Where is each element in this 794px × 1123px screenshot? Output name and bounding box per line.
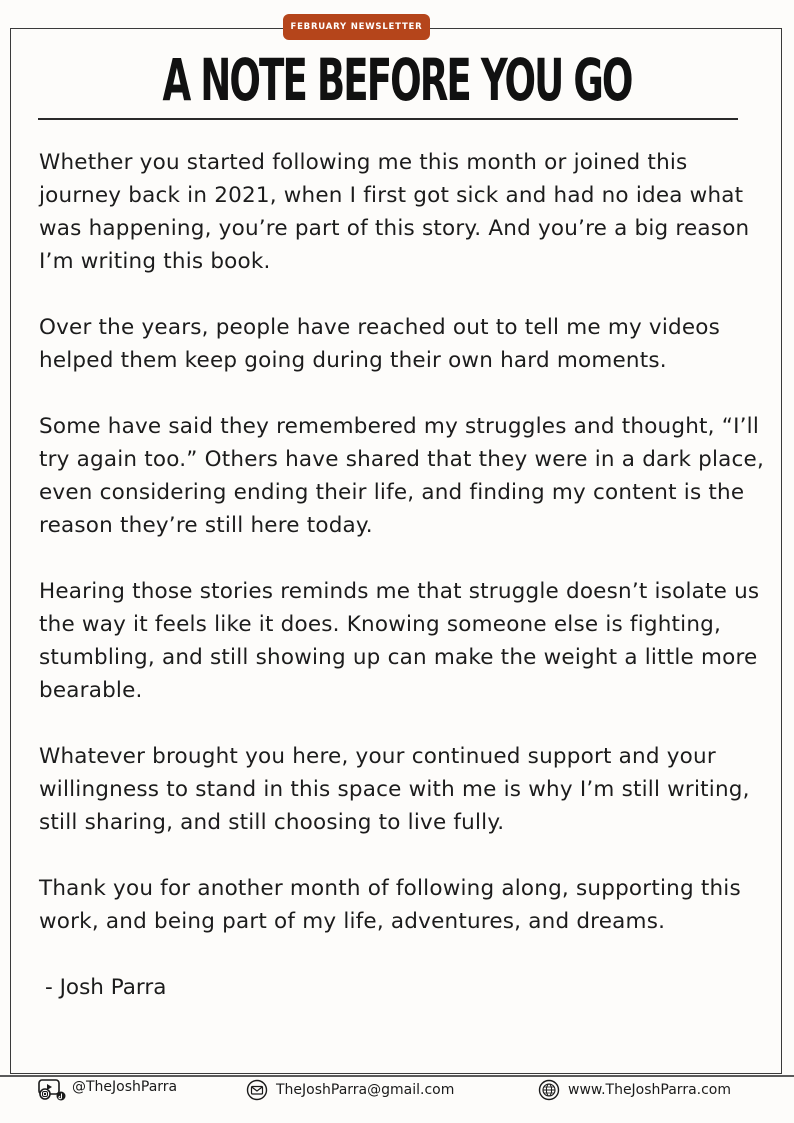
social-icons: [38, 1078, 68, 1102]
footer-email[interactable]: [246, 1078, 454, 1102]
paragraph: Whether you started following me this month or joined this journey back in 2021, when I first got sick and had no idea what was happening, you’re part of this story. And you’re a big reason I’m writing this book.: [39, 150, 750, 274]
social-handle: @TheJoshParra: [72, 1079, 178, 1095]
footer-divider: [0, 1075, 794, 1077]
newsletter-badge: FEBRUARY NEWSLETTER: [283, 14, 430, 40]
paragraph: Over the years, people have reached out to tell me my videos helped them keep going during their own hard moments.: [39, 315, 721, 373]
title-divider: [38, 118, 738, 120]
paragraph: Thank you for another month of following along, supporting this work, and being part of my life, adventures, and dreams.: [39, 876, 741, 934]
footer-social[interactable]: [38, 1078, 177, 1102]
footer-website[interactable]: [538, 1078, 731, 1102]
page-title: A NOTE BEFORE YOU GO: [162, 46, 632, 114]
letter-body: [39, 146, 774, 1004]
paragraph: Whatever brought you here, your continued support and your willingness to stand in this space with me is why I’m still writing, still sharing, and still choosing to live fully.: [39, 744, 750, 835]
website-url: www.TheJoshParra.com: [568, 1082, 732, 1098]
paragraph: Hearing those stories reminds me that struggle doesn’t isolate us the way it feels like it does. Knowing someone else is fighting, stumbling, and still showing up can make the weight a little more bearable.: [39, 579, 760, 703]
email-address: TheJoshParra@gmail.com: [276, 1082, 455, 1098]
mail-icon: [246, 1079, 268, 1101]
signature: - Josh Parra: [45, 975, 167, 1000]
globe-icon: [538, 1079, 560, 1101]
paragraph: Some have said they remembered my struggles and thought, “I’ll try again too.” Others have shared that they were in a dark place, even considering ending their life, and finding my content is the reason they’re still here today.: [39, 414, 765, 538]
